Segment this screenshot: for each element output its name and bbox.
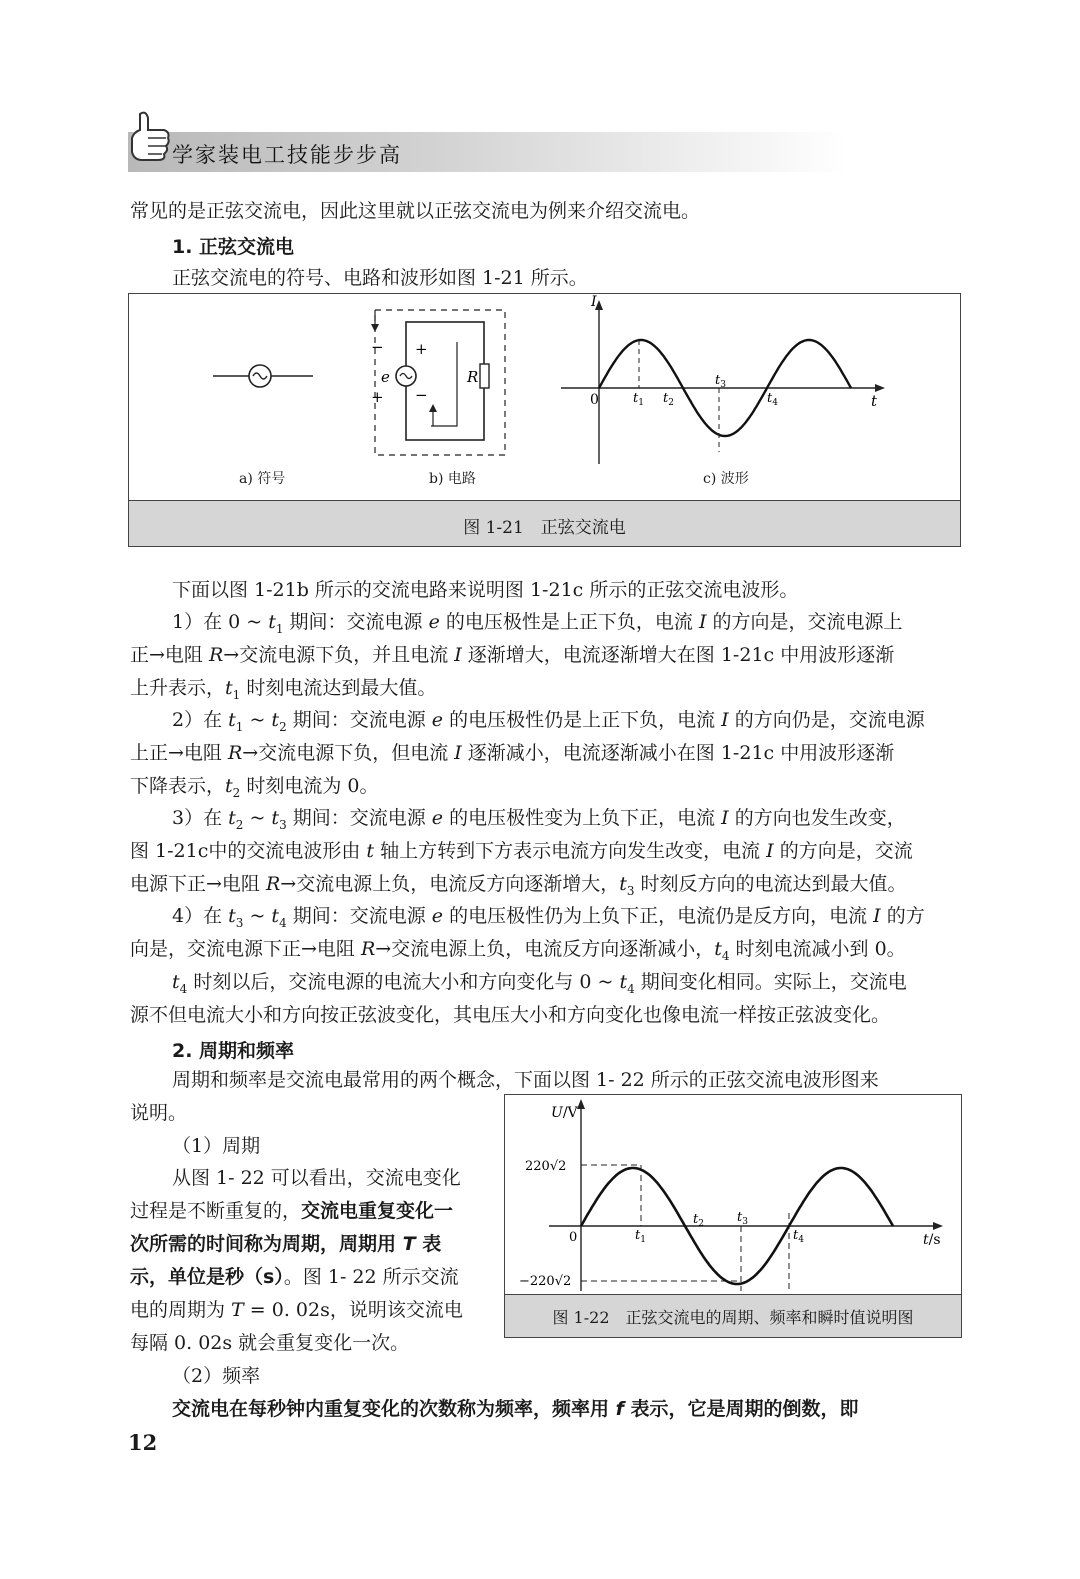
item3-line1: 3）在 $t_2$ ~ $t_3$ 期间：交流电源 e 的电压极性变为上负下正，电流 I 的方向也发生改变， xyxy=(172,807,906,832)
figure-1-22-drawing xyxy=(505,1095,961,1295)
figure-1-21 xyxy=(128,293,961,547)
circuit-plus-top: + xyxy=(415,340,428,358)
period-line5: 电的周期为 T = 0. 02s，说明该交流电 xyxy=(130,1299,463,1321)
period-line1: 从图 1- 22 可以看出，交流电变化 xyxy=(172,1167,461,1189)
figure-1-21-caption: 图 1-21 正弦交流电 xyxy=(463,518,626,538)
period-line3: 次所需的时间称为周期，周期用 T 表 xyxy=(130,1233,442,1255)
ac-symbol xyxy=(213,365,313,387)
section2-heading: 2. 周期和频率 xyxy=(172,1040,295,1062)
t4-label: $t_4$ xyxy=(793,1228,804,1245)
subcaption-b: b) 电路 xyxy=(429,471,476,487)
frequency-heading: （2）频率 xyxy=(172,1365,261,1387)
item2-line1: 2）在 $t_1$ ~ $t_2$ 期间：交流电源 e 的电压极性仍是上正下负，电流 I 的方向仍是，交流电源 xyxy=(172,709,925,734)
item1-line3: 上升表示，$t_1$ 时刻电流达到最大值。 xyxy=(130,677,437,702)
para-intro2: 下面以图 1-21b 所示的交流电路来说明图 1-21c 所示的正弦交流电波形。 xyxy=(172,579,799,601)
period-line2: 过程是不断重复的，交流电重复变化一 xyxy=(130,1200,454,1222)
t1-label: $t_1$ xyxy=(635,1228,646,1245)
figure-1-22 xyxy=(504,1094,962,1338)
circuit-plus-left: + xyxy=(371,388,384,406)
circuit-minus-left: − xyxy=(371,338,384,356)
frequency-line1: 交流电在每秒钟内重复变化的次数称为频率，频率用 f 表示，它是周期的倒数，即 xyxy=(172,1398,859,1420)
circuit-label-e: e xyxy=(381,368,390,386)
item2-line2: 上正→电阻 R→交流电源下负，但电流 I 逐渐减小，电流逐渐减小在图 1-21c 中用波形逐渐 xyxy=(130,742,895,764)
page-number: 12 xyxy=(128,1430,158,1455)
figure-1-22-caption: 图 1-22 正弦交流电的周期、频率和瞬时值说明图 xyxy=(552,1308,914,1327)
wave-label-t: t xyxy=(871,392,878,410)
item1-line2: 正→电阻 R→交流电源下负，并且电流 I 逐渐增大，电流逐渐增大在图 1-21c 中用波形逐渐 xyxy=(130,644,895,666)
section2-lead-line2: 说明。 xyxy=(130,1102,188,1124)
section1-lead: 正弦交流电的符号、电路和波形如图 1-21 所示。 xyxy=(172,267,588,289)
x-axis-label: t/s xyxy=(923,1232,941,1248)
t3-label: $t_3$ xyxy=(737,1210,748,1227)
subcaption-c: c) 波形 xyxy=(703,471,749,487)
header-title: 学家装电工技能步步高 xyxy=(172,143,402,167)
y-axis-arrow xyxy=(577,1099,585,1109)
y-max-label: 220√2 xyxy=(525,1159,567,1174)
figure-1-22-caption-bar xyxy=(505,1294,961,1337)
item4-line2: 向是，交流电源下正→电阻 R→交流电源上负，电流反方向逐渐减小，$t_4$ 时刻电流减小到 0。 xyxy=(130,938,906,963)
wave-label-t1: $t_1$ xyxy=(633,391,644,408)
item3-line2: 图 1-21c中的交流电波形由 t 轴上方转到下方表示电流方向发生改变，电流 I 的方向是，交流 xyxy=(130,840,913,862)
para5-line1: $t_4$ 时刻以后，交流电源的电流大小和方向变化与 0 ~ $t_4$ 期间变化相同。实际上，交流电 xyxy=(172,971,907,996)
wave-label-I: I xyxy=(591,294,597,310)
item2-line3: 下降表示，$t_2$ 时刻电流为 0。 xyxy=(130,775,379,800)
x-axis-arrow xyxy=(933,1222,943,1230)
item1-line1: 1）在 0 ~ $t_1$ 期间：交流电源 e 的电压极性是上正下负，电流 I 的方向是，交流电源上 xyxy=(172,611,903,636)
origin-label: 0 xyxy=(569,1230,578,1245)
wave-label-t4: $t_4$ xyxy=(767,391,778,408)
figure-1-21-caption-bar xyxy=(129,500,960,546)
period-heading: （1）周期 xyxy=(172,1135,261,1157)
wave-label-t2: $t_2$ xyxy=(663,391,674,408)
para5-line2: 源不但电流大小和方向按正弦波变化，其电压大小和方向变化也像电流一样按正弦波变化。 xyxy=(130,1004,891,1026)
subcaption-a: a) 符号 xyxy=(239,471,286,487)
y-axis-label: U/V xyxy=(551,1105,578,1121)
period-line4: 示，单位是秒（s）。图 1- 22 所示交流 xyxy=(130,1266,459,1288)
item4-line1: 4）在 $t_3$ ~ $t_4$ 期间：交流电源 e 的电压极性仍为上负下正，电流仍是反方向，电流 I 的方 xyxy=(172,905,925,930)
circuit-label-R: R xyxy=(467,368,479,386)
item3-line3: 电源下正→电阻 R→交流电源上负，电流反方向逐渐增大，$t_3$ 时刻反方向的电流达到最大值。 xyxy=(130,873,907,898)
circuit-minus-bottom: − xyxy=(415,386,428,404)
y-min-label: −220√2 xyxy=(519,1274,572,1289)
ac-circuit xyxy=(371,310,505,455)
period-line6: 每隔 0. 02s 就会重复变化一次。 xyxy=(130,1332,410,1354)
thumbs-up-icon xyxy=(124,108,172,166)
intro-paragraph: 常见的是正弦交流电，因此这里就以正弦交流电为例来介绍交流电。 xyxy=(130,200,701,222)
wave-label-zero: 0 xyxy=(590,392,599,408)
section2-lead-line1: 周期和频率是交流电最常用的两个概念，下面以图 1- 22 所示的正弦交流电波形图来 xyxy=(172,1069,879,1091)
t2-label: $t_2$ xyxy=(693,1212,704,1229)
section1-heading: 1. 正弦交流电 xyxy=(172,236,295,258)
wave-label-t3: $t_3$ xyxy=(715,373,726,390)
